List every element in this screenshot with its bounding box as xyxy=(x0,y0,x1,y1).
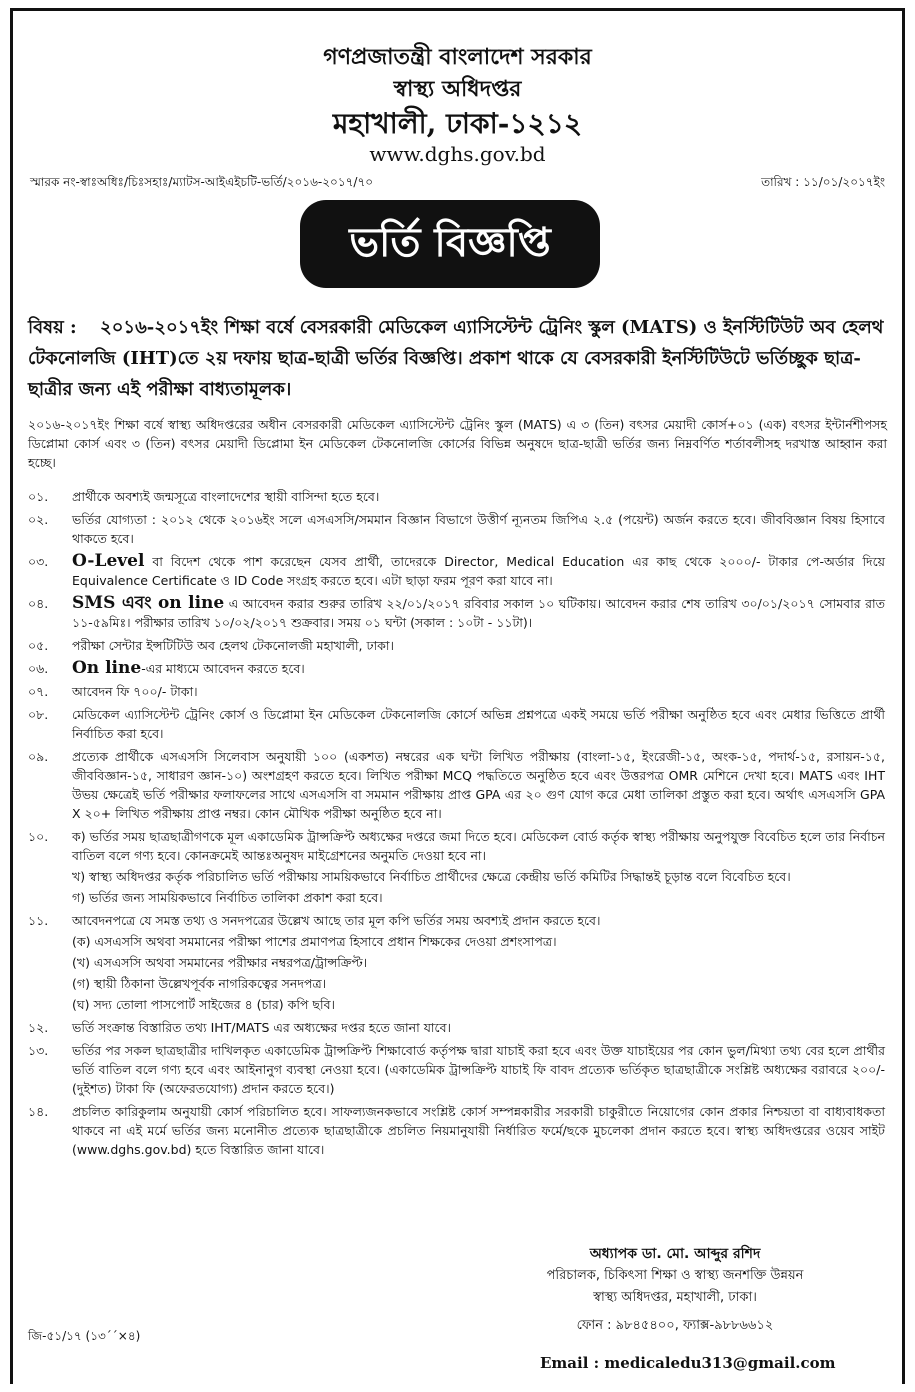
list-item xyxy=(28,705,885,743)
list-item xyxy=(28,636,885,655)
sub-item: খ) স্বাস্থ্য অধিদপ্তর কর্তৃক পরিচালিত ভর্তি পরীক্ষায় সাময়িকভাবে নির্বাচিত প্রার্থীদের ক্ষেত্রে কেন্দ্রীয় ভর্তি কমিটির সিদ্ধান্তই চূড়ান্ত বলে বিবেচিত হবে। xyxy=(72,869,791,884)
contact-email: Email : medicaledu313@gmail.com xyxy=(540,1354,836,1372)
item-text: ক) ভর্তির সময় ছাত্রছাত্রীগণকে মূল একাডেমিক ট্রান্সক্রিপ্ট অধ্যক্ষের দপ্তরে জমা দিতে হবে। মেডিকেল বোর্ড কর্তৃক স্বাস্থ্য পরীক্ষায় অনুপযুক্ত বিবেচিত হলে তার নির্বাচন বাতিল বলে গণ্য হবে। কোনক্রমেই আন্তঃঅনুষদ মাইগ্রেশনের অনুমতি দেওয়া হবে না। xyxy=(72,829,885,863)
item-number: ১০. xyxy=(28,829,49,844)
item-text: প্রার্থীকে অবশ্যই জন্মসূত্রে বাংলাদেশের স্থায়ী বাসিন্দা হতে হবে। xyxy=(72,489,380,504)
subject-label: বিষয় : xyxy=(28,317,77,338)
conditions-list xyxy=(28,487,885,1159)
item-number: ০৭. xyxy=(28,684,49,699)
sub-item: (ক) এসএসসি অথবা সমমানের পরীক্ষা পাশের প্রমাণপত্র হিসাবে প্রধান শিক্ষকের দেওয়া প্রশংসাপত্র। xyxy=(72,934,557,949)
list-item xyxy=(28,487,885,506)
item-number: ০৩. xyxy=(28,554,49,569)
item-text: বা বিদেশ থেকে পাশ করেছেন যেসব প্রার্থী, তাদেরকে Director, Medical Education এর কাছ থেকে ২০০০/- টাকার পে-অর্ডার দিয়ে Equivalence Certificate ও ID Code সংগ্রহ করতে হবে। এটা ছাড়া ফরম পূরণ করা যাবে না। xyxy=(72,554,885,588)
list-item xyxy=(28,1102,885,1159)
list-item xyxy=(28,747,885,823)
item-number: ০৬. xyxy=(28,661,49,676)
item-number: ১১. xyxy=(28,913,49,928)
subject-text: ২০১৬-২০১৭ইং শিক্ষা বর্ষে বেসরকারী মেডিকেল এ্যাসিস্টেন্ট ট্রেনিং স্কুল (MATS) ও ইনস্টিটিউট অব হেলথ টেকনোলজি (IHT)তে ২য় দফায় ছাত্র-ছাত্রী ভর্তির বিজ্ঞপ্তি। প্রকাশ থাকে যে বেসরকারী ইনস্টিটিউটে ভর্তিচ্ছুক ছাত্র-ছাত্রীর জন্য এই পরীক্ষা বাধ্যতামূলক। xyxy=(28,317,884,400)
item-number: ০৮. xyxy=(28,707,49,722)
website: www.dghs.gov.bd xyxy=(369,142,546,166)
signatory-phone: ফোন : ৯৮৪৫৪০০, ফ্যাক্স-৯৮৮৬৬১২ xyxy=(576,1318,774,1333)
item-number: ০৯. xyxy=(28,749,49,764)
list-item xyxy=(28,911,885,930)
notice-date: তারিখ : ১১/০১/২০১৭ইং xyxy=(761,175,885,189)
item-text: আবেদনপত্রে যে সমস্ত তথ্য ও সনদপত্রের উল্লেখ আছে তার মূল কপি ভর্তির সময় অবশ্যই প্রদান করতে হবে। xyxy=(72,913,601,928)
item-number: ১৩. xyxy=(28,1043,49,1058)
item-text: ভর্তির পর সকল ছাত্রছাত্রীর দাখিলকৃত একাডেমিক ট্রান্সক্রিপ্ট শিক্ষাবোর্ড কর্তৃপক্ষ দ্বারা যাচাই করা হবে এবং উক্ত যাচাইয়ের পর কোন ভুল/মিথ্যা তথ্য বের হলে প্রার্থীর ভর্তি বাতিল বলে গণ্য হবে এবং আইনানুগ ব্যবস্থা নেওয়া হবে। (একাডেমিক ট্রান্সক্রিপ্ট যাচাই ফি বাবদ প্রত্যেক ভর্তিকৃত ছাত্রছাত্রীকে সংশ্লিষ্ট অধ্যক্ষের বরাবরে ২০০/- (দুইশত) টাকা ফি (অফেরতযোগ্য) প্রদান করতে হবে।) xyxy=(72,1043,885,1096)
item-text: প্রচলিত কারিকুলাম অনুযায়ী কোর্স পরিচালিত হবে। সাফল্যজনকভাবে সংশ্লিষ্ট কোর্স সম্পন্নকারীর সরকারী চাকুরীতে নিয়োগের কোন প্রকার নিশ্চয়তা বা বাধ্যবাধকতা থাকবে না এই মর্মে ভর্তির জন্য মনোনীত প্রত্যেক ছাত্রছাত্রীকে প্রচলিত নিয়মানুযায়ী নির্ধারিত ফর্মে/ছকে মুচলেকা প্রদান করতে হবে। স্বাস্থ্য অধিদপ্তরের ওয়েব সাইট (www.dghs.gov.bd) হতে বিস্তারিত জানা যাবে। xyxy=(72,1104,885,1157)
list-item xyxy=(28,1018,885,1037)
sub-item: (খ) এসএসসি অথবা সমমানের পরীক্ষার নম্বরপত্র/ট্রান্সক্রিপ্ট। xyxy=(72,955,368,970)
list-item xyxy=(28,552,885,590)
list-item xyxy=(28,827,885,865)
item-text: ভর্তির যোগ্যতা : ২০১২ থেকে ২০১৬ইং সলে এসএসসি/সমমান বিজ্ঞান বিভাগে উত্তীর্ণ ন্যূনতম জিপিএ ২.৫ (পয়েন্ট) অর্জন করতে হবে। জীববিজ্ঞান বিষয় হিসাবে থাকতে হবে। xyxy=(72,512,885,546)
signatory-name: অধ্যাপক ডা. মো. আব্দুর রশিদ xyxy=(589,1246,761,1262)
list-item xyxy=(28,594,885,632)
sub-item: গ) ভর্তির জন্য সাময়িকভাবে নির্বাচিত তালিকা প্রকাশ করা হবে। xyxy=(72,890,383,905)
list-item xyxy=(28,659,885,678)
item-lead: SMS এবং on line xyxy=(72,593,225,613)
sub-item: (ঘ) সদ্য তোলা পাসপোর্ট সাইজের ৪ (চার) কপি ছবি। xyxy=(72,997,335,1012)
intro-paragraph: ২০১৬-২০১৭ইং শিক্ষা বর্ষে স্বাস্থ্য অধিদপ্তরের অধীন বেসরকারী মেডিকেল এ্যাসিস্টেন্ট ট্রেনিং স্কুল (MATS) এ ৩ (তিন) বৎসর মেয়াদী কোর্স+০১ (এক) বৎসর ইন্টার্নশীপসহ ডিপ্লোমা কোর্স এবং ৩ (তিন) বৎসর মেয়াদী ডিপ্লোমা ইন মেডিকেল টেকনোলজি কোর্সের বিভিন্ন অনুষদে ছাত্র-ছাত্রী ভর্তির জন্য নিম্নবর্ণিত শর্তাবলীসহ দরখাস্ত আহ্বান করা হচ্ছে। xyxy=(28,417,887,470)
item-text: এ আবেদন করার শুরুর তারিখ ২২/০১/২০১৭ রবিবার সকাল ১০ ঘটিকায়। আবেদন করার শেষ তারিখ ৩০/০১/২০১৭ সোমবার রাত ১১-৫৯মিঃ। পরীক্ষার তারিখ ১০/০২/২০১৭ শুক্রবার। সময় ০১ ঘন্টা (সকাল : ১০টা - ১১টা)। xyxy=(72,596,885,630)
item-text: পরীক্ষা সেন্টার ইন্সটিটিউ অব হেলথ টেকনোলজী মহাখালী, ঢাকা। xyxy=(72,638,395,653)
department-name: স্বাস্থ্য অধিদপ্তর xyxy=(393,76,522,102)
item-number: ০২. xyxy=(28,512,49,527)
item-number: ০৪. xyxy=(28,596,49,611)
government-name: গণপ্রজাতন্ত্রী বাংলাদেশ সরকার xyxy=(323,44,592,70)
department-address: মহাখালী, ঢাকা-১২১২ xyxy=(332,107,583,140)
item-lead: O-Level xyxy=(72,551,145,571)
signatory-title: পরিচালক, চিকিৎসা শিক্ষা ও স্বাস্থ্য জনশক্তি উন্নয়ন xyxy=(546,1268,804,1283)
subject xyxy=(28,312,887,405)
admission-notice-banner: ভর্তি বিজ্ঞপ্তি xyxy=(300,200,600,288)
list-item xyxy=(28,1041,885,1098)
signatory-office: স্বাস্থ্য অধিদপ্তর, মহাখালী, ঢাকা। xyxy=(593,1290,757,1305)
item-text: ভর্তি সংক্রান্ত বিস্তারিত তথ্য IHT/MATS এর অধ্যক্ষের দপ্তর হতে জানা যাবে। xyxy=(72,1020,451,1035)
memo-number: স্মারক নং-স্বাঃঅধিঃ/চিঃসহাঃ/ম্যাটস-আইএইচটি-ভর্তি/২০১৬-২০১৭/৭০ xyxy=(30,175,374,189)
list-item xyxy=(28,510,885,548)
ad-reference: জি-৫১/১৭ (১৩´´×৪) xyxy=(28,1329,141,1343)
item-number: ০৫. xyxy=(28,638,49,653)
item-lead: On line xyxy=(72,658,142,678)
item-text: মেডিকেল এ্যাসিস্টেন্ট ট্রেনিং কোর্স ও ডিপ্লোমা ইন মেডিকেল টেকনোলজি কোর্সে অভিন্ন প্রশ্নপত্রে একই সময়ে ভর্তি পরীক্ষা অনুষ্ঠিত হবে এবং মেধার ভিত্তিতে প্রার্থী নির্বাচিত করা হবে। xyxy=(72,707,885,741)
item-text: প্রত্যেক প্রার্থীকে এসএসসি সিলেবাস অনুযায়ী ১০০ (একশত) নম্বরের এক ঘন্টা লিখিত পরীক্ষায় (বাংলা-১৫, ইংরেজী-১৫, অংক-১৫, পদার্থ-১৫, রসায়ন-১৫, জীববিজ্ঞান-১৫, সাধারণ জ্ঞান-১০) অংশগ্রহণ করতে হবে। লিখিত পরীক্ষা MCQ পদ্ধতিতে অনুষ্ঠিত হবে এবং উত্তরপত্র OMR মেশিনে দেখা হবে। MATS এবং IHT উভয় ক্ষেত্রেই ভর্তি পরীক্ষার ফলাফলের সাথে এসএসসি বা সমমান পরীক্ষায় প্রাপ্ত GPA এর ২০ গুণ যোগ করে মেধা তালিকা প্রস্তুত করা হবে। অর্থাৎ এসএসসি GPA X ২০+ লিখিত পরীক্ষায় প্রাপ্ত নম্বর। কোন মৌখিক পরীক্ষা অনুষ্ঠিত হবে না। xyxy=(72,749,885,821)
sub-item: (গ) স্থায়ী ঠিকানা উল্লেখপূর্বক নাগরিকত্বের সনদপত্র। xyxy=(72,976,327,991)
item-text: আবেদন ফি ৭০০/- টাকা। xyxy=(72,684,198,699)
list-item xyxy=(28,682,885,701)
item-number: ০১. xyxy=(28,489,49,504)
item-text: -এর মাধ্যমে আবেদন করতে হবে। xyxy=(141,661,305,676)
signature-block xyxy=(525,1243,825,1337)
item-number: ১৪. xyxy=(28,1104,49,1119)
item-number: ১২. xyxy=(28,1020,49,1035)
